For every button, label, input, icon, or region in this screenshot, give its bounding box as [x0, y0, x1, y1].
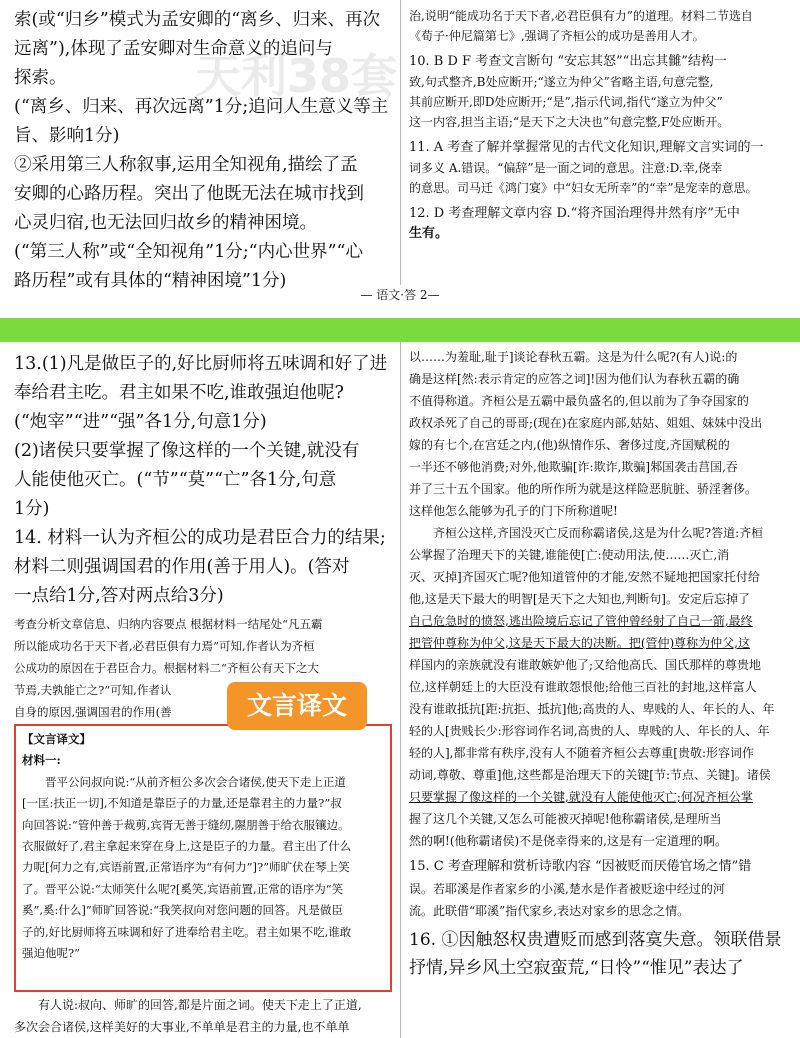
text-line: 嫁的有七个,在宫廷之内,(他)纵情作乐、奢侈过度,齐国赋税的 [409, 438, 730, 452]
top-right-column [409, 6, 791, 244]
text-line: 节焉,夫孰能亡之?”可知,作者认 [14, 683, 172, 697]
text-line: 自己危急时的愤怒,逃出险境后忘记了管仲曾经射了自己一箭,最终 [409, 614, 753, 628]
text-line: 然的啊!(他称霸诸侯)不是侥幸得来的,这是有一定道理的啊。 [409, 834, 728, 848]
text-line: [一匡:扶正一切],不知道是靠臣子的力量,还是靠君主的力量?”叔 [22, 796, 342, 811]
text-line: 了。晋平公说:“太师笑什么呢?[奚笑,宾语前置,正常的语序为“笑 [22, 881, 344, 896]
answers-13-14 [14, 350, 396, 723]
text-line: 一半还不够他消费;对外,他欺骗[诈:欺诈,欺骗]邾国袭击莒国,吞 [409, 460, 738, 474]
text-line: 探索。 [14, 68, 67, 88]
text-line: 晋平公问叔向说:“从前齐桓公多次会合诸侯,使天下走上正道 [45, 774, 346, 789]
answer-15: 15. C 考查理解和赏析诗歌内容 “因被贬而厌倦官场之情”错 [409, 859, 752, 874]
text-line: 没有谁敢抵抗[距:抗拒、抵抗]他;高贵的人、卑贱的人、年长的人、年 [409, 702, 775, 716]
text-line: 以……为羞耻,耻于]谈论春秋五霸。这是为什么呢?(有人)说:的 [409, 350, 738, 364]
text-line: 强迫他呢?” [22, 946, 81, 961]
text-line: 奉给君主吃。君主如果不吃,谁敢强迫他呢? [14, 383, 344, 403]
text-line: 轻的人[贵贱长少:形容词作名词,高贵的人、卑贱的人、年长的人、年 [409, 724, 770, 738]
watermark-logo: 天利38套 [195, 49, 398, 103]
text-line: 公成功的原因在于君臣合力。根据材料二“齐桓公有天下之大 [14, 661, 319, 675]
text-line: 索(或“归乡”模式为孟安卿的“离乡、归来、再次 [14, 10, 381, 30]
text-line: 心灵归宿,也无法回归故乡的精神困境。 [14, 213, 318, 233]
text-line: 安卿的心路历程。突出了他既无法在城市找到 [14, 184, 364, 204]
text-line: 《荀子·仲尼篇第七》,强调了齐桓公的成功是善用人才。 [409, 29, 705, 43]
bottom-left-text [14, 994, 392, 1038]
box-subheading: 材料一: [22, 753, 61, 768]
translation-banner: 文言译文 [227, 682, 367, 730]
box-heading: 【文言译文】 [22, 732, 91, 746]
top-section [0, 0, 800, 318]
text-line: 致,句式整齐,B处应断开;“遂立为仲父”省略主语,句意完整, [409, 75, 714, 89]
text-line: 所以能成功名于天下者,必君臣俱有力焉”可知,作者认为齐桓 [14, 639, 315, 653]
column-divider [400, 342, 401, 1038]
column-divider [400, 0, 401, 285]
text-line: 动词,尊敬、尊重]他,这些都是治理天下的关键[节:节点、关键]。诸侯 [409, 768, 771, 782]
text-line: 这一内容,担当主语;“是天下之大决也”句意完整,F处应断开。 [409, 115, 730, 129]
translation-box [14, 724, 392, 992]
text-line: 1分) [14, 499, 50, 519]
text-line: 人能使他灭亡。(“节”“莫”“亡”各1分,句意 [14, 470, 337, 490]
green-band [0, 318, 800, 342]
text-line: 词多义 A.错误。“偏辞”是一面之词的意思。注意:D.幸,侥幸 [409, 161, 723, 175]
text-line: 有人说:叔向、师旷的回答,都是片面之词。使天下走上了正道, [38, 998, 362, 1012]
text-line: 其前应断开,即D处应断开;“是”,指示代词,指代“遂立为仲父” [409, 95, 723, 109]
text-line: 远离”),体现了孟安卿对生命意义的追问与 [14, 39, 333, 59]
text-line: (2)诸侯只要掌握了像这样的一个关键,就没有 [14, 441, 360, 461]
text-line: (“炮宰”“进”“强”各1分,句意1分) [14, 412, 267, 432]
text-line: (“离乡、归来、再次远离”1分;追问人生意义等主 [14, 97, 389, 117]
text-line: 的意思。司马迁《鸿门宴》中“妇女无所幸”的“幸”是宠幸的意思。 [409, 181, 758, 195]
text-line: 公掌握了治理天下的关键,谁能使[亡:使动用法,使……灭亡,消 [409, 548, 730, 562]
text-line: 轻的人],都非常有秩序,没有人不随着齐桓公去尊重[贵敬:形容词作 [409, 746, 755, 760]
text-line: 流。此联借“耶溪”指代家乡,表达对家乡的思念之情。 [409, 904, 690, 918]
text-line: 样国内的亲族就没有谁敢嫉妒他了;又给他高氏、国氏那样的尊贵地 [409, 658, 762, 672]
text-line: 衣服做好了,君主拿起来穿在身上,这是臣子的力量。君主出了什么 [22, 839, 352, 854]
text-line: 齐桓公这样,齐国没灭亡反而称霸诸侯,这是为什么呢?答道:齐桓 [433, 526, 764, 540]
answer-14: 14. 材料一认为齐桓公的成功是君臣合力的结果; [14, 528, 386, 548]
text-line: 旨、影响1分) [14, 126, 120, 146]
answer-11: 11. A 考查了解并掌握常见的古代文化知识,理解文言实词的一 [409, 140, 764, 155]
text-line: 位,这样朝廷上的大臣没有谁敢怨恨他;给他三百社的封地,这样富人 [409, 680, 757, 694]
answer-13: 13.(1)凡是做臣子的,好比厨师将五味调和好了进 [14, 354, 388, 374]
right-translation-column [409, 346, 791, 982]
answer-12: 12. D 考查理解文章内容 D.“将齐国治理得井然有序”无中 [409, 206, 740, 221]
text-line: 这样他怎么能够为孔子的门下所称道呢! [409, 504, 618, 518]
text-line: (“第三人称”或“全知视角”1分;“内心世界”“心 [14, 242, 363, 262]
text-line: 误。若耶溪是作者家乡的小溪,楚水是作者被贬途中经过的河 [409, 882, 725, 896]
text-line: 力呢[何力之有,宾语前置,正常语序为“有何力”]?”师旷伏在琴上笑 [22, 860, 350, 875]
text-line: 生有。 [409, 226, 449, 241]
answer-16: 16. ①因触怒权贵遭贬而感到落寞失意。领联借景 [409, 930, 782, 950]
text-line: 材料二则强调国君的作用(善于用人)。(答对 [14, 557, 350, 577]
text-line: 自身的原因,强调国君的作用(善 [14, 705, 172, 719]
text-line: 灭、灭掉]齐国灭亡呢?他知道管仲的才能,安然不疑地把国家托付给 [409, 570, 760, 584]
text-line: 向回答说:“管仲善于裁剪,宾胥无善于缝纫,隰朋善于给衣服镶边。 [22, 817, 350, 832]
text-line: 抒情,异乡风土空寂蛮荒,“日怜”“惟见”表达了 [409, 958, 744, 978]
answer-10: 10. B D F 考查文言断句 “安忘其怒”“出忘其雠”结构一 [409, 54, 727, 69]
text-line: 路历程”或有具体的“精神困境”1分) [14, 271, 287, 291]
text-line: 握了这几个关键,又怎么可能被灭掉呢!他称霸诸侯,是理所当 [409, 812, 722, 826]
text-line: 并了三十五个国家。他的所作所为就是这样险恶肮脏、骄淫奢侈。 [409, 482, 758, 496]
text-line: 多次会合诸侯,这样美好的大事业,不单单是君主的力量,也不单单 [14, 1020, 350, 1034]
text-line: 只要掌握了像这样的一个关键,就没有人能使他灭亡;何况齐桓公掌 [409, 790, 753, 804]
text-line: 一点给1分,答对两点给3分) [14, 586, 224, 606]
page-footer: — 语文·答 2— [360, 288, 440, 302]
text-line: 政权杀死了自己的哥哥;(现在)在家庭内部,姑姑、姐姐、妹妹中没出 [409, 416, 763, 430]
text-line: 不值得称道。齐桓公是五霸中最负盛名的,但以前为了争夺国家的 [409, 394, 749, 408]
text-line: 他,这是天下最大的明智[是天下之大知也,判断句]。安定后忘掉了 [409, 592, 750, 606]
text-line: 子的,好比厨师将五味调和好了进奉给君主吃。君主如果不吃,谁敢 [22, 924, 352, 939]
text-line: 奚”,奚:什么]”师旷回答说:“我笑叔向对您问题的回答。凡是做臣 [22, 903, 344, 918]
text-line: ②采用第三人称叙事,运用全知视角,描绘了孟 [14, 155, 358, 175]
text-line: 把管仲尊称为仲父,这是天下最大的决断。把(管仲)尊称为仲父,这 [409, 636, 750, 650]
text-line: 确是这样[然:表示肯定的应答之词]!因为他们认为春秋五霸的确 [409, 372, 740, 386]
text-line: 治,说明“能成功名于天下者,必君臣俱有力”的道理。材料二节选自 [409, 9, 753, 23]
text-line: 考查分析文章信息、归纳内容要点 根据材料一结尾处“凡五霸 [14, 617, 323, 631]
